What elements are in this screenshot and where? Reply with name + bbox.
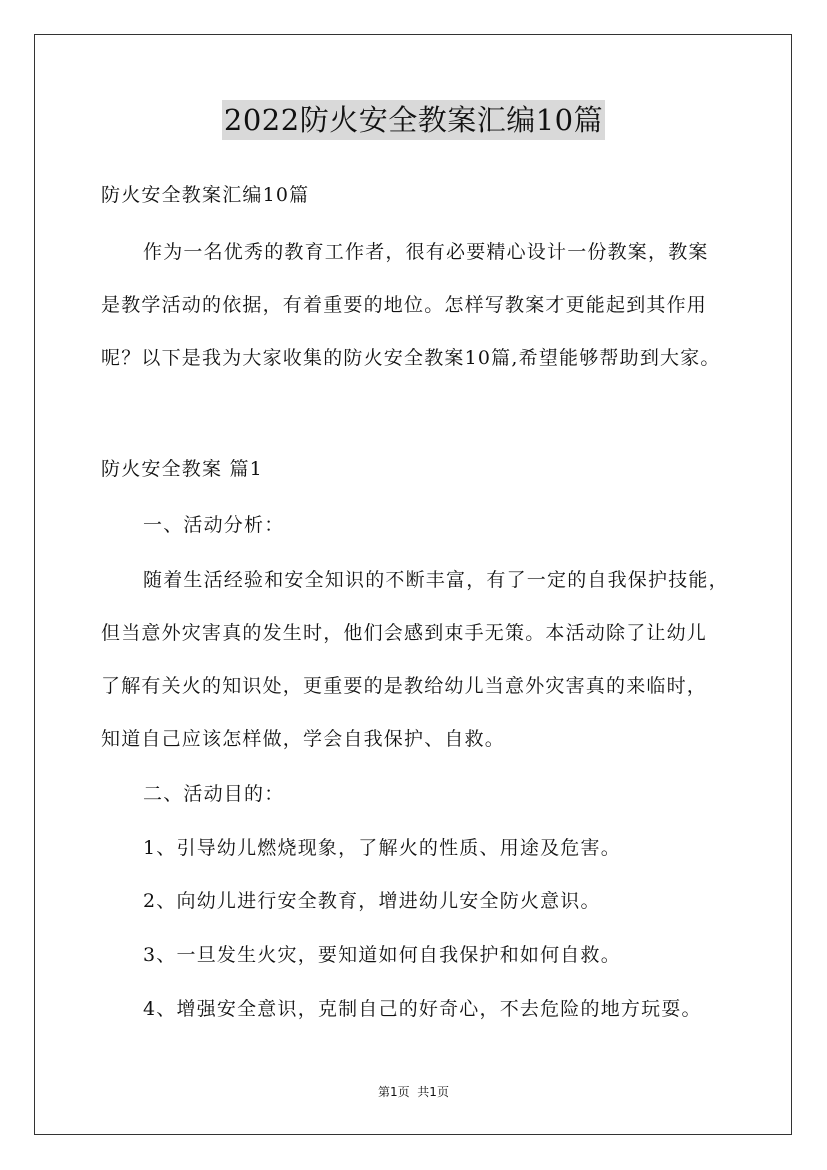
intro-line-2: 是教学活动的依据，有着重要的地位。怎样写教案才更能起到其作用 xyxy=(101,294,708,316)
goal-item-4: 4、增强安全意识，克制自己的好奇心，不去危险的地方玩耍。 xyxy=(143,998,702,1020)
analysis-line-4: 知道自己应该怎样做，学会自我保护、自救。 xyxy=(101,728,506,750)
analysis-line-3: 了解有关火的知识处，更重要的是教给幼儿当意外灾害真的来临时， xyxy=(101,675,708,697)
analysis-heading: 一、活动分析： xyxy=(143,514,285,536)
goal-item-3: 3、一旦发生火灾，要知道如何自我保护和如何自救。 xyxy=(143,944,621,966)
section-heading: 防火安全教案 篇1 xyxy=(101,458,263,480)
intro-line-3: 呢？以下是我为大家收集的防火安全教案10篇,希望能够帮助到大家。 xyxy=(101,347,721,369)
page-number: 第1页 共1页 xyxy=(378,1085,449,1099)
goals-heading: 二、活动目的： xyxy=(143,783,285,805)
document-title: 2022防火安全教案汇编10篇 xyxy=(222,100,605,140)
analysis-line-2: 但当意外灾害真的发生时，他们会感到束手无策。本活动除了让幼儿 xyxy=(101,622,708,644)
analysis-line-1: 随着生活经验和安全知识的不断丰富，有了一定的自我保护技能， xyxy=(143,569,729,591)
subtitle: 防火安全教案汇编10篇 xyxy=(101,184,310,206)
intro-line-1: 作为一名优秀的教育工作者，很有必要精心设计一份教案，教案 xyxy=(143,241,709,263)
goal-item-1: 1、引导幼儿燃烧现象，了解火的性质、用途及危害。 xyxy=(143,837,621,859)
page-footer xyxy=(0,1083,827,1100)
goal-item-2: 2、向幼儿进行安全教育，增进幼儿安全防火意识。 xyxy=(143,890,601,912)
title-area xyxy=(0,100,827,140)
